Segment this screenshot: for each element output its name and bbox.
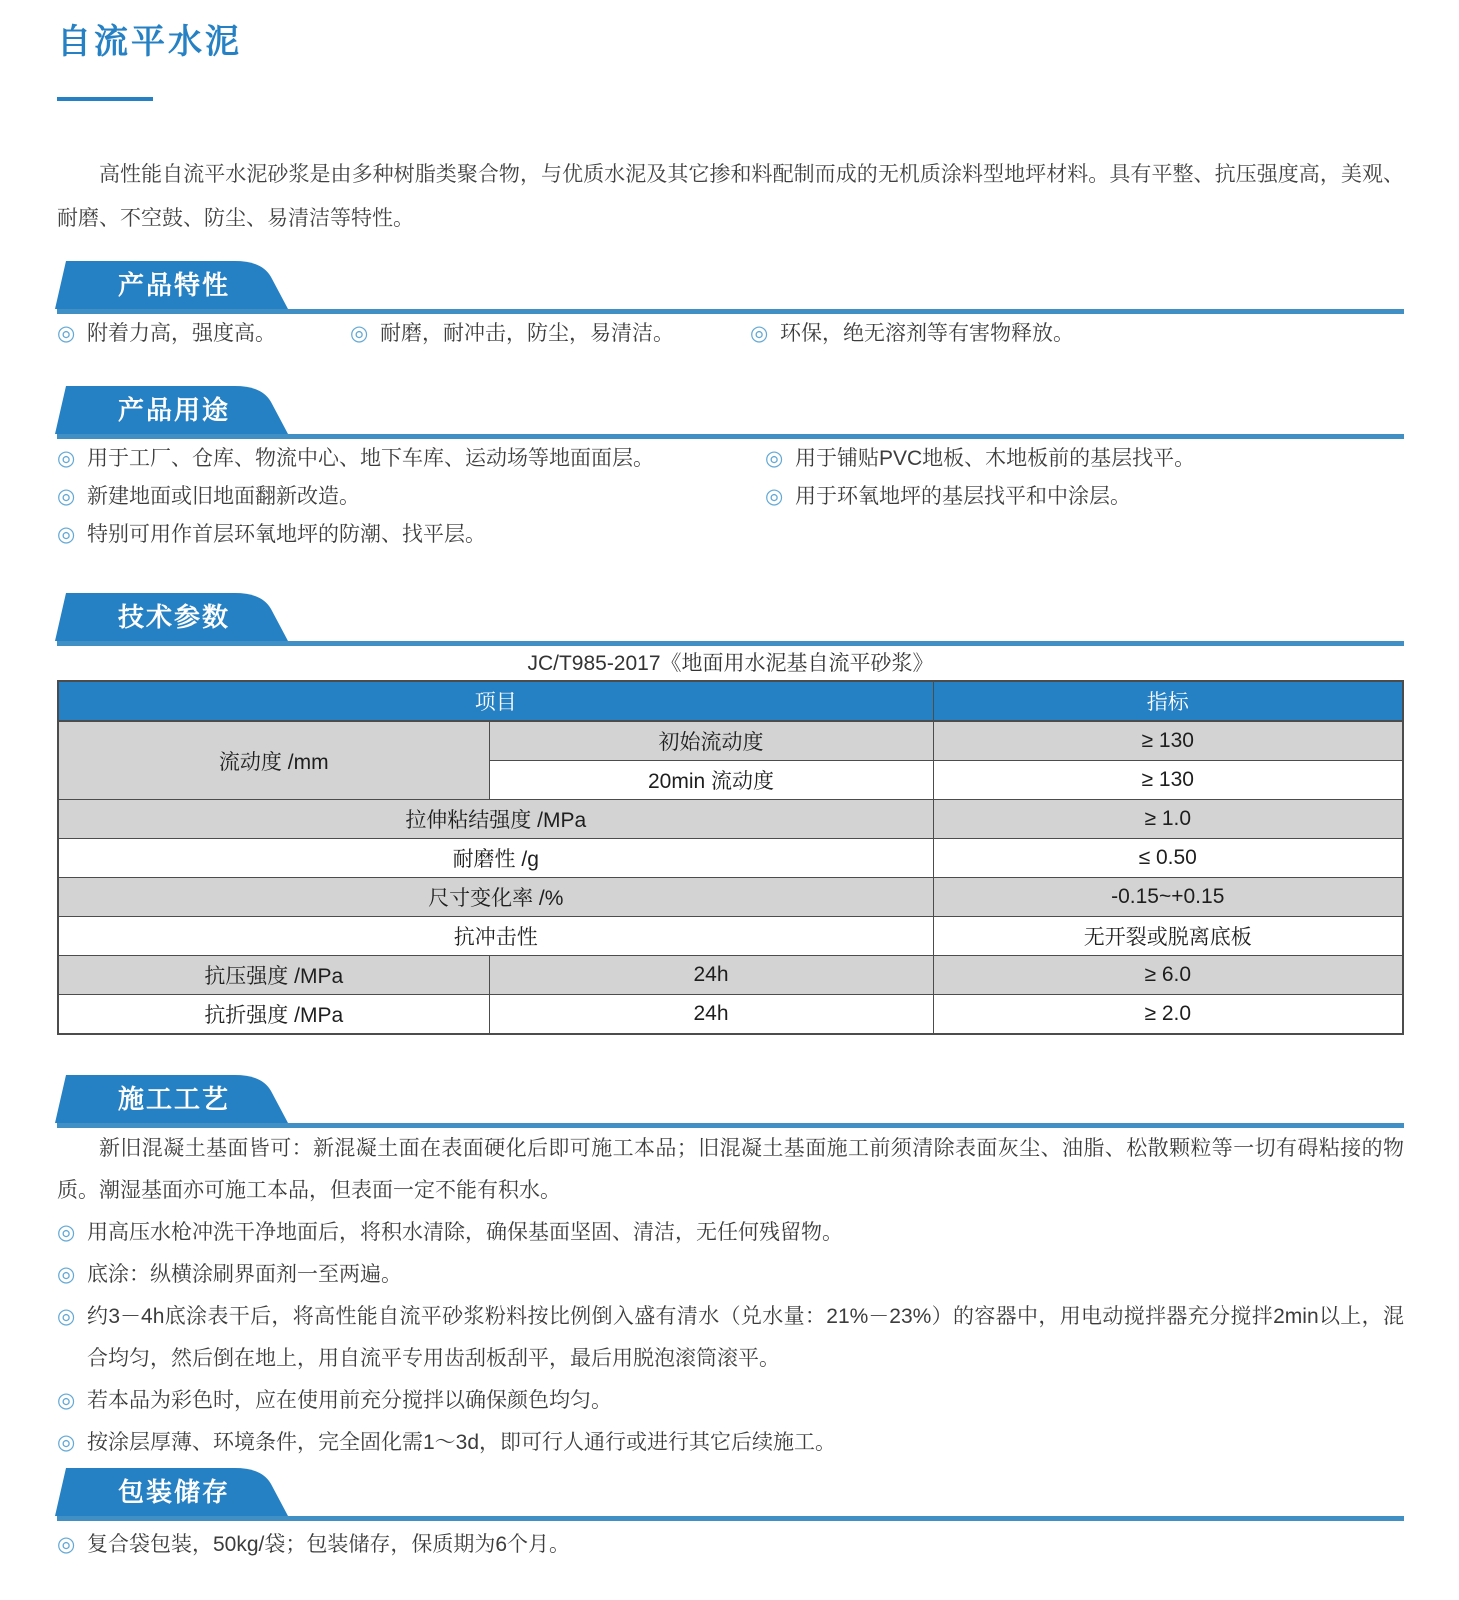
table-row	[58, 917, 1403, 956]
process-step-text: 按涂层厚薄、环境条件，完全固化需1～3d，即可行人通行或进行其它后续施工。	[87, 1431, 837, 1454]
section-header-process	[57, 1075, 1404, 1128]
packaging-note	[57, 1533, 1404, 1557]
table-cell-item: 抗压强度 /MPa	[58, 956, 489, 995]
table-cell-sub: 24h	[489, 956, 933, 995]
section-underline	[57, 641, 1404, 646]
process-step-text: 若本品为彩色时，应在使用前充分搅拌以确保颜色均匀。	[87, 1389, 612, 1412]
ring-bullet-icon: ◎	[57, 1533, 76, 1556]
table-cell-item: 抗冲击性	[58, 917, 933, 956]
section-heading-packaging: 包装储存	[117, 1477, 230, 1507]
ring-bullet-icon: ◎	[350, 322, 369, 345]
ring-bullet-icon: ◎	[750, 322, 769, 345]
features-list	[57, 322, 1404, 346]
table-cell-sub: 初始流动度	[489, 721, 933, 761]
use-text: 用于铺贴PVC地板、木地板前的基层找平。	[795, 447, 1196, 470]
specs-table	[57, 680, 1404, 1035]
table-row	[58, 800, 1403, 839]
table-cell-value: ≥ 130	[933, 761, 1403, 800]
packaging-text: 复合袋包装，50kg/袋；包装储存，保质期为6个月。	[87, 1533, 571, 1556]
section-underline	[57, 309, 1404, 314]
use-item	[57, 485, 765, 509]
table-cell-value: ≥ 1.0	[933, 800, 1403, 839]
table-row	[58, 721, 1403, 761]
ring-bullet-icon: ◎	[57, 523, 76, 546]
section-tab	[55, 386, 299, 434]
uses-list-left	[57, 447, 765, 561]
ring-bullet-icon: ◎	[57, 1389, 76, 1412]
table-cell-sub: 20min 流动度	[489, 761, 933, 800]
table-header-item: 项目	[58, 681, 933, 721]
table-cell-value: ≥ 130	[933, 721, 1403, 761]
process-step	[57, 1422, 1404, 1464]
section-heading-process: 施工工艺	[117, 1084, 230, 1114]
table-cell-group: 流动度 /mm	[58, 721, 489, 800]
table-cell-value: 无开裂或脱离底板	[933, 917, 1403, 956]
table-header-index: 指标	[933, 681, 1403, 721]
use-text: 特别可用作首层环氧地坪的防潮、找平层。	[87, 523, 486, 546]
ring-bullet-icon: ◎	[57, 1221, 76, 1244]
section-heading-uses: 产品用途	[117, 395, 230, 425]
table-row	[58, 839, 1403, 878]
section-heading-specs: 技术参数	[117, 602, 230, 632]
process-step-text: 约3－4h底涂表干后，将高性能自流平砂浆粉料按比例倒入盛有清水（兑水量：21%－23%）的容器中，用电动搅拌器充分搅拌2min以上，混合均匀，然后倒在地上，用自流平专用齿刮板刮平，最后用脱泡滚筒滚平。	[87, 1305, 1404, 1370]
section-header-uses	[57, 386, 1404, 439]
title-underline	[57, 97, 153, 101]
feature-item	[750, 322, 1074, 346]
ring-bullet-icon: ◎	[57, 1431, 76, 1454]
table-cell-sub: 24h	[489, 995, 933, 1035]
table-cell-item: 尺寸变化率 /%	[58, 878, 933, 917]
use-text: 用于环氧地坪的基层找平和中涂层。	[795, 485, 1131, 508]
use-item	[765, 447, 1404, 471]
process-step	[57, 1212, 1404, 1254]
ring-bullet-icon: ◎	[57, 1305, 76, 1328]
uses-list-right	[765, 447, 1404, 561]
ring-bullet-icon: ◎	[57, 485, 76, 508]
table-cell-value: -0.15~+0.15	[933, 878, 1403, 917]
table-cell-item: 耐磨性 /g	[58, 839, 933, 878]
feature-text: 环保，绝无溶剂等有害物释放。	[780, 322, 1074, 345]
uses-columns	[57, 447, 1404, 561]
process-step-text: 用高压水枪冲洗干净地面后，将积水清除，确保基面坚固、清洁，无任何残留物。	[87, 1221, 843, 1244]
ring-bullet-icon: ◎	[57, 322, 76, 345]
ring-bullet-icon: ◎	[765, 447, 784, 470]
section-underline	[57, 1123, 1404, 1128]
table-cell-item: 拉伸粘结强度 /MPa	[58, 800, 933, 839]
table-cell-value: ≤ 0.50	[933, 839, 1403, 878]
ring-bullet-icon: ◎	[765, 485, 784, 508]
process-step-text: 底涂：纵横涂刷界面剂一至两遍。	[87, 1263, 402, 1286]
section-header-packaging	[57, 1468, 1404, 1521]
feature-text: 耐磨，耐冲击，防尘，易清洁。	[380, 322, 674, 345]
use-text: 用于工厂、仓库、物流中心、地下车库、运动场等地面面层。	[87, 447, 654, 470]
section-tab	[55, 1468, 299, 1516]
ring-bullet-icon: ◎	[57, 1263, 76, 1286]
use-item	[765, 485, 1404, 509]
feature-item	[57, 322, 350, 346]
process-step	[57, 1380, 1404, 1422]
table-header-row	[58, 681, 1403, 721]
section-underline	[57, 434, 1404, 439]
section-underline	[57, 1516, 1404, 1521]
page-title: 自流平水泥	[57, 23, 242, 61]
feature-item	[350, 322, 750, 346]
section-tab	[55, 261, 299, 309]
section-heading-features: 产品特性	[117, 270, 230, 300]
use-item	[57, 523, 765, 547]
process-step	[57, 1254, 1404, 1296]
table-row	[58, 878, 1403, 917]
table-row	[58, 995, 1403, 1035]
section-header-specs	[57, 593, 1404, 646]
use-text: 新建地面或旧地面翻新改造。	[87, 485, 360, 508]
ring-bullet-icon: ◎	[57, 447, 76, 470]
specs-table-caption: JC/T985-2017《地面用水泥基自流平砂浆》	[527, 652, 934, 675]
process-block	[57, 1128, 1404, 1464]
table-cell-value: ≥ 6.0	[933, 956, 1403, 995]
intro-paragraph: 高性能自流平水泥砂浆是由多种树脂类聚合物，与优质水泥及其它掺和料配制而成的无机质涂料型地坪材料。具有平整、抗压强度高，美观、耐磨、不空鼓、防尘、易清洁等特性。	[57, 163, 1404, 230]
process-intro: 新旧混凝土基面皆可：新混凝土面在表面硬化后即可施工本品；旧混凝土基面施工前须清除表面灰尘、油脂、松散颗粒等一切有碍粘接的物质。潮湿基面亦可施工本品，但表面一定不能有积水。	[57, 1137, 1404, 1202]
section-header-features	[57, 261, 1404, 314]
feature-text: 附着力高，强度高。	[87, 322, 276, 345]
table-row	[58, 956, 1403, 995]
table-cell-item: 抗折强度 /MPa	[58, 995, 489, 1035]
process-step	[57, 1296, 1404, 1380]
table-cell-value: ≥ 2.0	[933, 995, 1403, 1035]
section-tab	[55, 1075, 299, 1123]
use-item	[57, 447, 765, 471]
process-steps	[57, 1212, 1404, 1464]
packaging-list	[57, 1533, 1404, 1557]
section-tab	[55, 593, 299, 641]
